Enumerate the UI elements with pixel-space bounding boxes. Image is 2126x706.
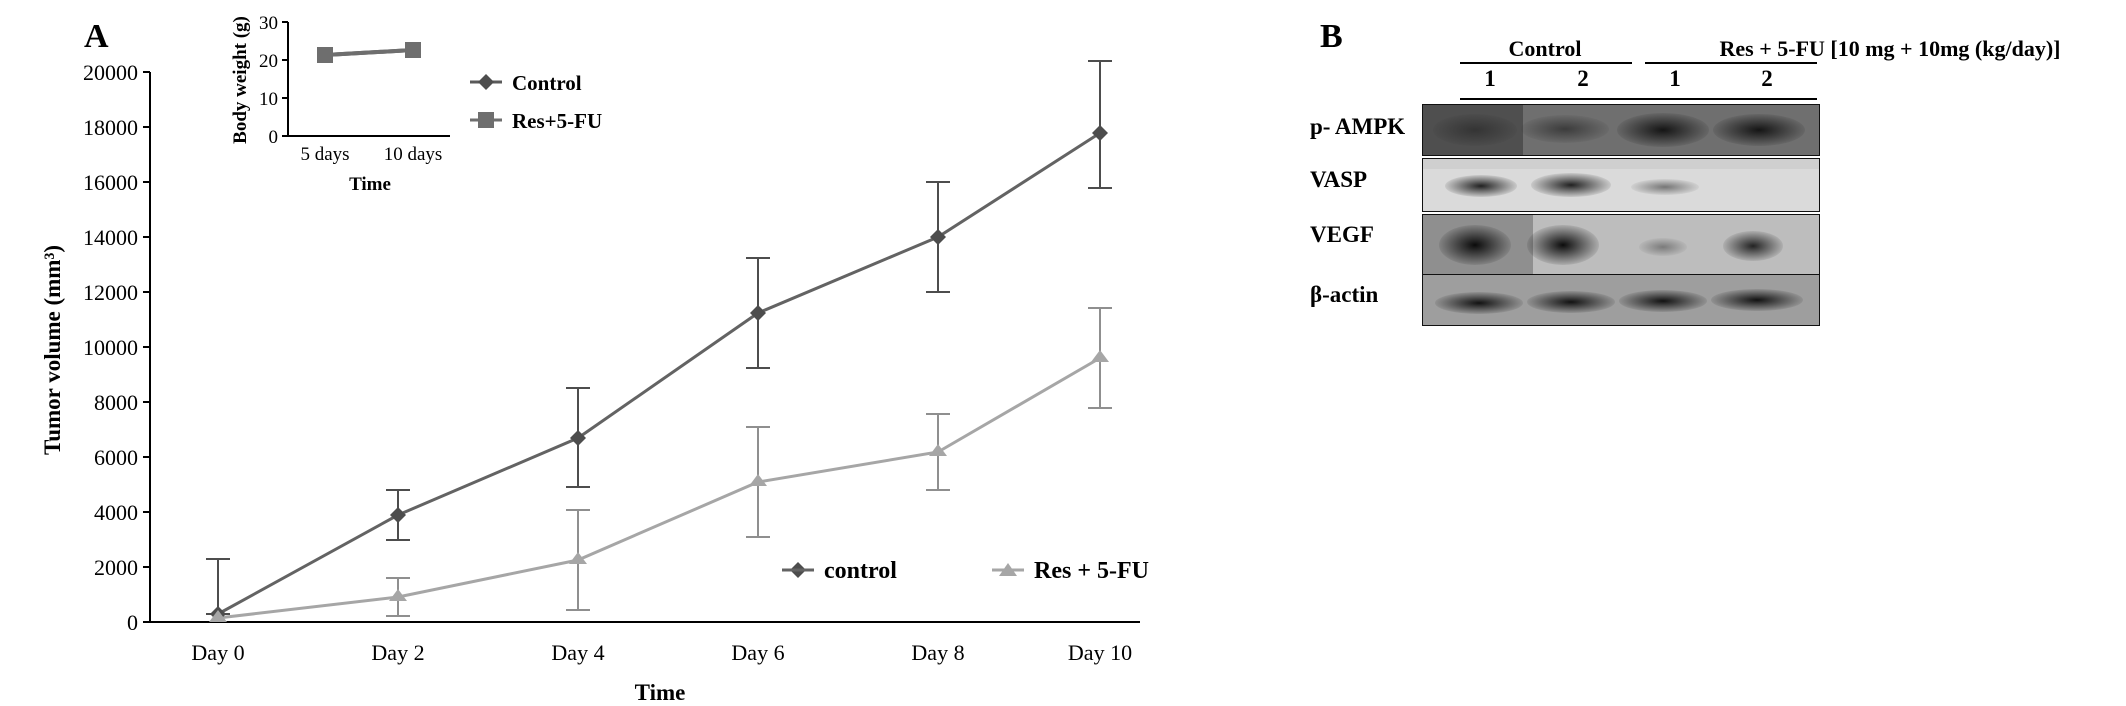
blot-row-label-p-ampk: p- AMPK xyxy=(1310,114,1406,139)
y-tick-label: 12000 xyxy=(83,280,138,305)
inset-y-tick-label: 30 xyxy=(259,13,278,34)
y-tick-label: 18000 xyxy=(83,115,138,140)
x-tick-label: Day 10 xyxy=(1067,640,1133,665)
inset-x-axis-title: Time xyxy=(349,174,391,195)
chart-legend xyxy=(782,558,1149,584)
inset-x-tick-label: 5 days xyxy=(300,144,350,165)
blot-lane-underline xyxy=(1460,98,1817,100)
inset-marker-res-5fu xyxy=(405,42,421,58)
x-tick-label: Day 2 xyxy=(371,640,425,665)
blot-band-row-b-actin xyxy=(1422,274,1820,326)
inset-legend-marker-control xyxy=(478,74,494,90)
body-weight-inset-chart xyxy=(230,8,710,218)
x-tick-label: Day 8 xyxy=(911,640,965,665)
panel-b-label: B xyxy=(1320,18,1343,55)
y-tick-label: 4000 xyxy=(94,500,138,525)
blot-row-label-vegf: VEGF xyxy=(1310,222,1374,247)
inset-y-tick-label: 0 xyxy=(268,127,278,148)
y-tick-label: 8000 xyxy=(94,390,138,415)
blot-group-label-treatment: Res + 5-FU [10 mg + 10mg (kg/day)] xyxy=(1719,36,2061,61)
series-markers-res-5fu xyxy=(209,350,1109,622)
blot-band-row-vegf xyxy=(1422,214,1820,276)
blot-group-underline-control xyxy=(1460,62,1632,64)
inset-legend-label-control: Control xyxy=(512,71,582,95)
blot-row-label-b-actin: β-actin xyxy=(1310,282,1379,307)
inset-legend xyxy=(470,71,602,133)
x-tick-label: Day 0 xyxy=(191,640,245,665)
blot-group-underline-treatment xyxy=(1645,62,1817,64)
x-axis-title: Time xyxy=(634,680,686,705)
y-tick-label: 0 xyxy=(127,610,138,635)
blot-lane-number: 2 xyxy=(1761,66,1773,91)
y-tick-label: 6000 xyxy=(94,445,138,470)
inset-y-tick-label: 10 xyxy=(259,89,278,110)
y-tick-label: 2000 xyxy=(94,555,138,580)
y-tick-label: 14000 xyxy=(83,225,138,250)
inset-y-tick-label: 20 xyxy=(259,51,278,72)
inset-y-axis-title: Body weight (g) xyxy=(230,16,251,144)
x-tick-label: Day 6 xyxy=(731,640,785,665)
blot-band-row-vasp xyxy=(1422,158,1820,212)
inset-series-line-res-5fu xyxy=(325,50,413,55)
inset-legend-label-res-5fu: Res+5-FU xyxy=(512,109,603,133)
series-line-res-5fu xyxy=(218,358,1100,618)
y-tick-label: 10000 xyxy=(83,335,138,360)
blot-lane-number: 1 xyxy=(1484,66,1496,91)
legend-label-control: control xyxy=(824,558,897,584)
blot-group-label-control: Control xyxy=(1508,36,1582,61)
y-axis-ticks xyxy=(143,72,150,622)
y-tick-label: 20000 xyxy=(83,60,138,85)
panel-a-label: A xyxy=(84,18,109,55)
inset-legend-marker-res-5fu xyxy=(478,112,494,128)
western-blot-panel xyxy=(1310,0,2126,706)
blot-lane-number: 1 xyxy=(1669,66,1681,91)
x-tick-label: Day 4 xyxy=(551,640,605,665)
blot-band-row-p-ampk xyxy=(1422,104,1820,156)
y-tick-label: 16000 xyxy=(83,170,138,195)
inset-x-tick-label: 10 days xyxy=(383,144,443,165)
y-axis-title: Tumor volume (mm³) xyxy=(40,244,65,456)
blot-row-label-vasp: VASP xyxy=(1310,167,1368,192)
legend-label-res-5fu: Res + 5-FU xyxy=(1034,558,1149,584)
blot-lane-number: 2 xyxy=(1577,66,1589,91)
inset-marker-res-5fu xyxy=(317,47,333,63)
